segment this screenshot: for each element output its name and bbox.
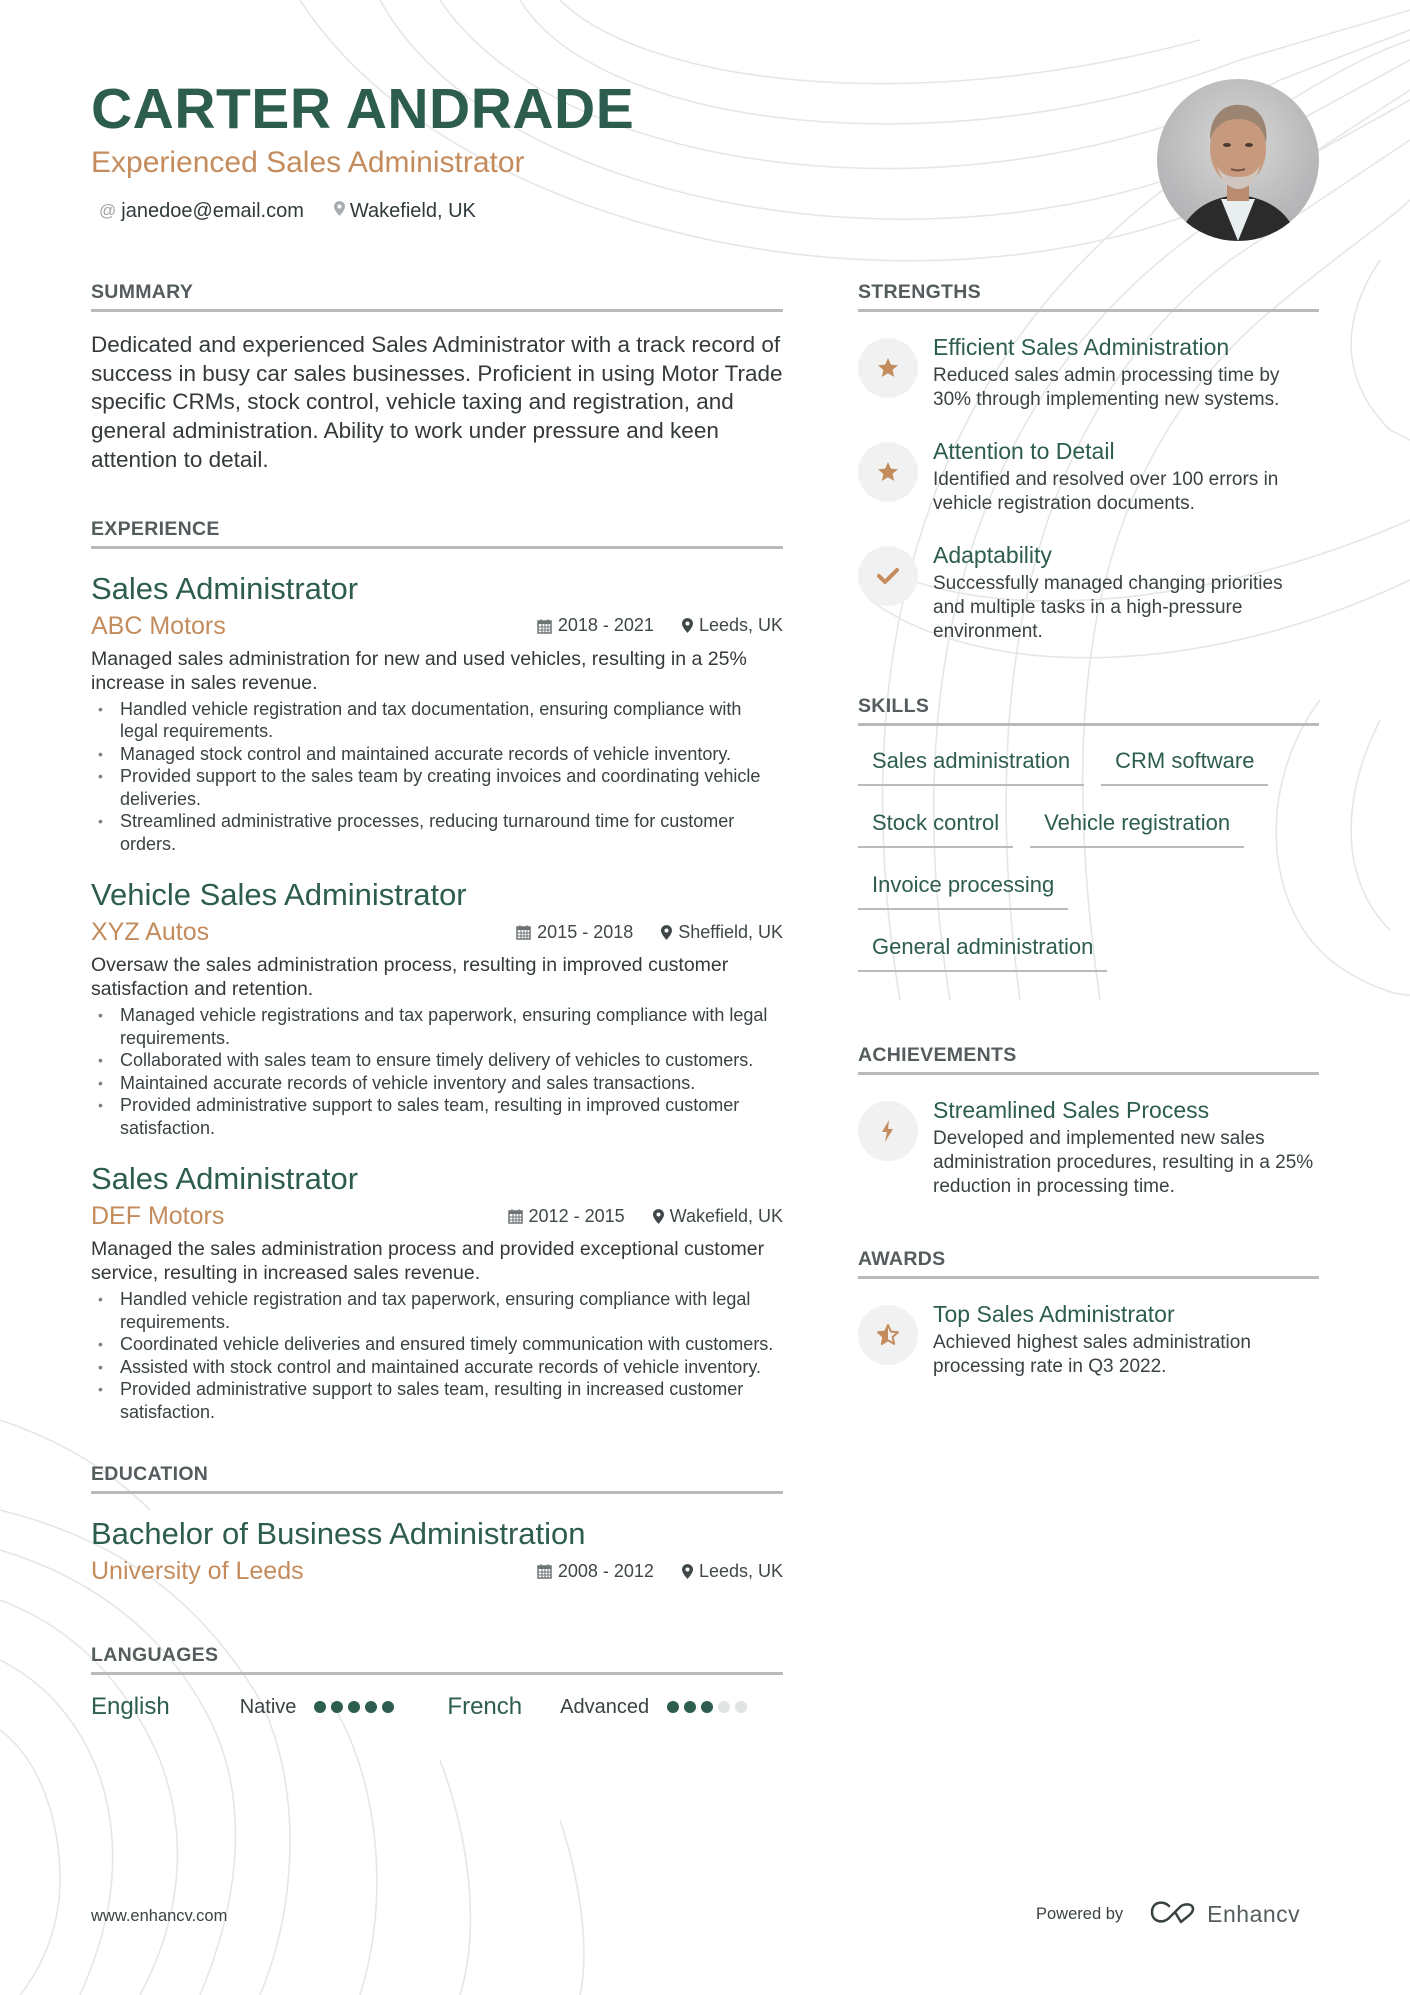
experience-section <box>91 516 783 1424</box>
dot-filled <box>365 1701 377 1713</box>
skill-tag: Stock control <box>858 802 1013 848</box>
job-bullet: • Collaborated with sales team to ensure timely delivery of vehicles to customers. <box>91 1049 783 1072</box>
dot-empty <box>718 1701 730 1713</box>
dot-filled <box>382 1701 394 1713</box>
section-heading-awards: AWARDS <box>858 1246 1319 1279</box>
summary-text: Dedicated and experienced Sales Administrator with a track record of success in busy car sales businesses. Proficient in using Motor Trade specific CRMs, stock control, vehicle taxing and registration, and general administration. Ability to work under pressure and keen attention to detail. <box>91 332 783 472</box>
job-company: DEF Motors <box>91 1202 225 1231</box>
award-description: Achieved highest sales administration processing rate in Q3 2022. <box>933 1332 1251 1377</box>
skill-tag: Vehicle registration <box>1030 802 1244 848</box>
avatar <box>1157 79 1319 241</box>
right-column <box>858 279 1319 1379</box>
skill-tag: General administration <box>858 926 1107 972</box>
strengths-section <box>858 279 1319 644</box>
strength-description: Identified and resolved over 100 errors in vehicle registration documents. <box>933 469 1279 514</box>
education-meta <box>537 1561 783 1582</box>
job-dates: 2015 - 2018 <box>537 921 634 942</box>
job-dates: 2018 - 2021 <box>557 615 654 636</box>
contact-email[interactable] <box>99 197 304 225</box>
job-bullets <box>91 1004 783 1139</box>
job-description: Managed the sales administration process and provided exceptional customer service, resulting in increased sales revenue. <box>91 1238 765 1285</box>
brand-name[interactable]: Enhancv <box>1207 1901 1301 1927</box>
strength-title: Attention to Detail <box>933 438 1115 464</box>
job-bullet: • Maintained accurate records of vehicle inventory and sales transactions. <box>91 1072 783 1095</box>
job-bullet: • Provided administrative support to sales team, resulting in increased customer satisfaction. <box>91 1378 783 1423</box>
star-icon <box>858 338 918 398</box>
job-company-row <box>91 1199 783 1233</box>
dot-filled <box>348 1701 360 1713</box>
job-bullet: • Managed stock control and maintained accurate records of vehicle inventory. <box>91 743 783 766</box>
enhancv-logo-icon <box>1149 1900 1197 1929</box>
proficiency-dots <box>314 1701 399 1713</box>
dot-filled <box>331 1701 343 1713</box>
section-heading-skills: SKILLS <box>858 693 1319 726</box>
job-dates: 2012 - 2015 <box>528 1205 625 1226</box>
map-pin-icon <box>682 618 693 633</box>
education-location: Leeds, UK <box>698 1560 783 1581</box>
email-text: janedoe@email.com <box>121 200 304 222</box>
achievement-description: Developed and implemented new sales administration procedures, resulting in a 25% reduction in processing time. <box>933 1128 1314 1197</box>
job-meta <box>537 615 783 636</box>
education-degree: Bachelor of Business Administration <box>91 1516 586 1552</box>
calendar-icon <box>508 1208 523 1224</box>
calendar-icon <box>537 618 552 634</box>
awards-section <box>858 1246 1319 1379</box>
job-bullet: • Streamlined administrative processes, reducing turnaround time for customer orders. <box>91 810 783 855</box>
dot-filled <box>667 1701 679 1713</box>
job-location: Leeds, UK <box>698 615 783 636</box>
education-school: University of Leeds <box>91 1557 304 1586</box>
job-meta <box>516 922 783 943</box>
skill-tag: Sales administration <box>858 740 1084 786</box>
language-name: French <box>447 1693 523 1721</box>
job-company: ABC Motors <box>91 611 226 640</box>
job-description: Oversaw the sales administration process, resulting in improved customer satisfaction and retention. <box>91 954 729 1001</box>
proficiency-dots <box>667 1701 752 1713</box>
map-pin-icon <box>334 197 345 225</box>
candidate-title: Experienced Sales Administrator <box>91 146 525 179</box>
strength-item <box>858 332 1319 412</box>
map-pin-icon <box>682 1564 693 1579</box>
job-role: Vehicle Sales Administrator <box>91 877 467 913</box>
job-bullet: • Coordinated vehicle deliveries and ensured timely communication with customers. <box>91 1333 783 1356</box>
section-heading-summary: SUMMARY <box>91 279 783 312</box>
dot-empty <box>735 1701 747 1713</box>
education-item <box>91 1514 783 1588</box>
job-bullets <box>91 698 783 856</box>
job-role: Sales Administrator <box>91 570 359 606</box>
job-bullet: • Assisted with stock control and maintained accurate records of vehicle inventory. <box>91 1356 783 1379</box>
skill-tag: CRM software <box>1101 740 1268 786</box>
check-icon <box>858 546 918 606</box>
job-location: Wakefield, UK <box>669 1205 783 1226</box>
experience-item <box>91 569 783 856</box>
job-bullet: • Managed vehicle registrations and tax paperwork, ensuring compliance with legal requirements. <box>91 1004 783 1049</box>
job-meta <box>508 1206 783 1227</box>
education-school-row <box>91 1554 783 1588</box>
achievements-section <box>858 1042 1319 1199</box>
contact-row <box>99 197 506 225</box>
job-bullet: • Handled vehicle registration and tax paperwork, ensuring compliance with legal requirements. <box>91 1288 783 1333</box>
award-title: Top Sales Administrator <box>933 1301 1175 1327</box>
candidate-name: CARTER ANDRADE <box>91 77 635 141</box>
language-level: Advanced <box>560 1695 650 1718</box>
section-heading-strengths: STRENGTHS <box>858 279 1319 312</box>
footer-website-link[interactable]: www.enhancv.com <box>91 1907 228 1925</box>
map-pin-icon <box>653 1209 664 1224</box>
powered-by-label: Powered by <box>1036 1905 1124 1923</box>
job-company-row <box>91 609 783 643</box>
job-company: XYZ Autos <box>91 918 210 947</box>
education-section <box>91 1461 783 1588</box>
skill-tag: Invoice processing <box>858 864 1068 910</box>
language-name: English <box>91 1693 170 1721</box>
footer-branding <box>1036 1900 1300 1929</box>
job-company-row <box>91 915 783 949</box>
education-dates: 2008 - 2012 <box>557 1560 654 1581</box>
languages-section <box>91 1642 783 1721</box>
achievement-item <box>858 1095 1319 1199</box>
location-text: Wakefield, UK <box>349 200 476 222</box>
job-bullet: • Handled vehicle registration and tax documentation, ensuring compliance with legal requirements. <box>91 698 783 743</box>
star-icon <box>858 442 918 502</box>
half-star-icon <box>858 1305 918 1365</box>
language-item <box>91 1693 399 1721</box>
strength-title: Adaptability <box>933 542 1052 568</box>
strength-item <box>858 540 1319 644</box>
summary-section <box>91 279 783 475</box>
section-heading-achievements: ACHIEVEMENTS <box>858 1042 1319 1075</box>
section-heading-education: EDUCATION <box>91 1461 783 1494</box>
map-pin-icon <box>661 925 672 940</box>
section-heading-languages: LANGUAGES <box>91 1642 783 1675</box>
strength-title: Efficient Sales Administration <box>933 334 1230 360</box>
language-item <box>447 1693 752 1721</box>
skills-section <box>858 693 1319 988</box>
achievement-title: Streamlined Sales Process <box>933 1097 1210 1123</box>
contact-location <box>334 197 476 225</box>
strength-description: Successfully managed changing priorities and multiple tasks in a high-pressure environment. <box>933 573 1283 642</box>
job-bullet: • Provided administrative support to sales team, resulting in improved customer satisfaction. <box>91 1094 783 1139</box>
experience-item <box>91 1159 783 1423</box>
job-bullet: • Provided support to the sales team by creating invoices and coordinating vehicle deliveries. <box>91 765 783 810</box>
calendar-icon <box>537 1563 552 1579</box>
section-heading-experience: EXPERIENCE <box>91 516 783 549</box>
strength-description: Reduced sales admin processing time by 30% through implementing new systems. <box>933 365 1280 410</box>
avatar-illustration <box>1157 79 1319 241</box>
strength-item <box>858 436 1319 516</box>
dot-filled <box>314 1701 326 1713</box>
at-icon: @ <box>99 201 117 220</box>
job-location: Sheffield, UK <box>678 921 783 942</box>
dot-filled <box>684 1701 696 1713</box>
lightning-icon <box>858 1101 918 1161</box>
experience-item <box>91 875 783 1139</box>
skills-list <box>858 740 1319 988</box>
languages-row <box>91 1693 783 1721</box>
calendar-icon <box>516 924 531 940</box>
language-level: Native <box>239 1695 297 1718</box>
job-role: Sales Administrator <box>91 1161 359 1197</box>
job-description: Managed sales administration for new and used vehicles, resulting in a 25% increase in sales revenue. <box>91 647 747 694</box>
dot-filled <box>701 1701 713 1713</box>
left-column <box>91 279 783 1721</box>
award-item <box>858 1299 1319 1379</box>
job-bullets <box>91 1288 783 1423</box>
